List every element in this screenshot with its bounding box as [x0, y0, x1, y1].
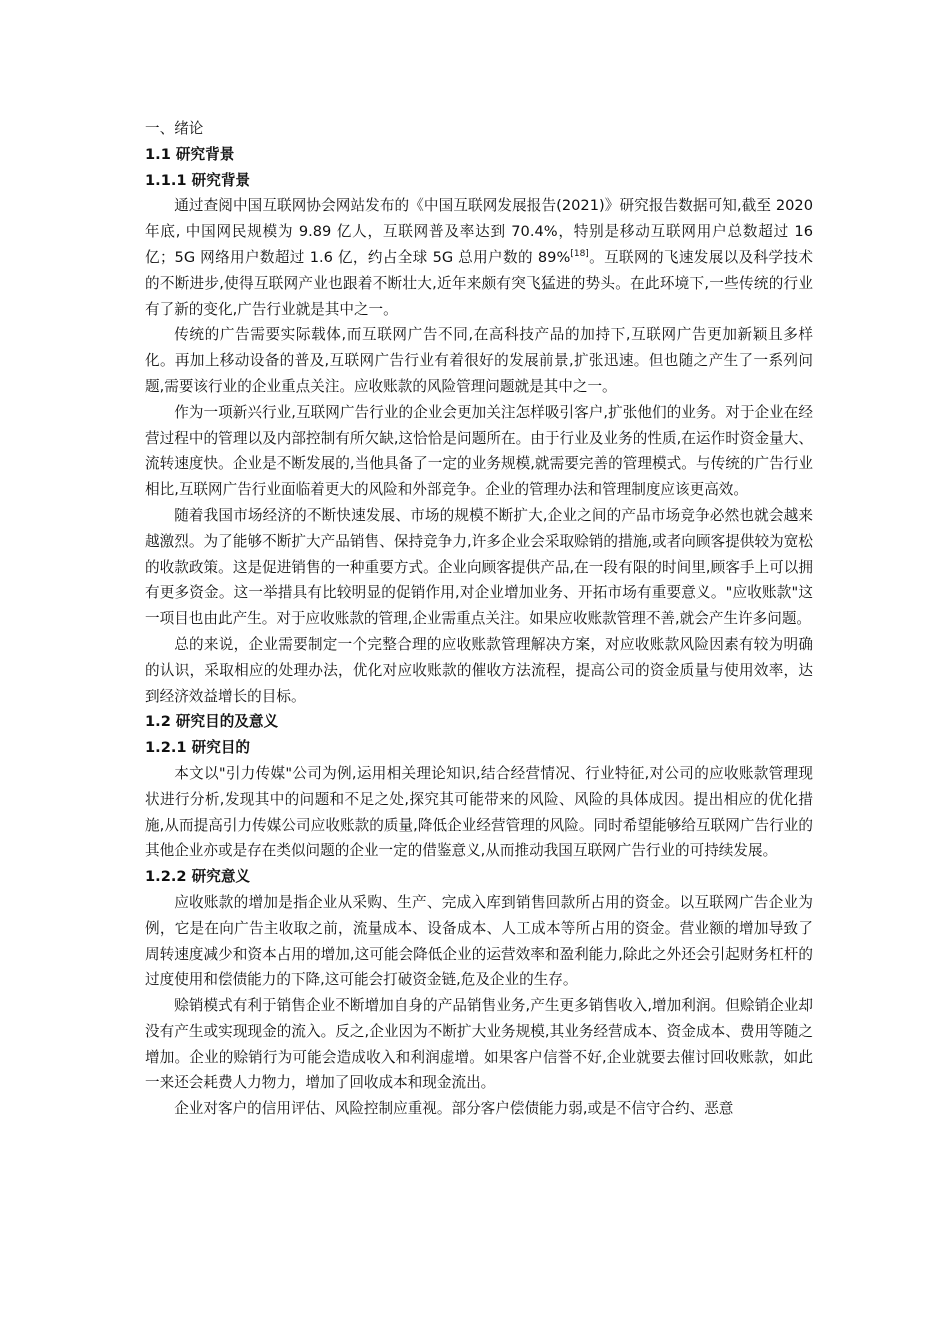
section-heading-1-2: 1.2 研究目的及意义 — [145, 713, 279, 731]
subsection-heading-1-1-1: 1.1.1 研究背景 — [145, 171, 251, 189]
subsection-heading-1-2-1: 1.2.1 研究目的 — [145, 739, 251, 757]
citation-ref: [18] — [570, 249, 589, 260]
paragraph: 企业对客户的信用评估、风险控制应重视。部分客户偿债能力弱,或是不信守合约、恶意 — [174, 1100, 734, 1118]
paragraph — [145, 193, 813, 322]
document-page — [145, 116, 813, 1122]
paragraph: 总的来说，企业需要制定一个完整合理的应收账款管理解决方案，对应收账款风险因素有较为明确的认识，采取相应的处理办法，优化对应收账款的催收方法流程，提高公司的资金质量与使用效率，达到经济效益增长的目标。 — [145, 635, 813, 705]
chapter-title: 一、绪论 — [145, 120, 204, 137]
paragraph: 作为一项新兴行业,互联网广告行业的企业会更加关注怎样吸引客户,扩张他们的业务。对于企业在经营过程中的管理以及内部控制有所欠缺,这恰恰是问题所在。由于行业及业务的性质,在运作时资金量大、流转速度快。企业是不断发展的,当他具备了一定的业务规模,就需要完善的管理模式。与传统的广告行业相比,互联网广告行业面临着更大的风险和外部竞争。企业的管理办法和管理制度应该更高效。 — [145, 403, 813, 499]
paragraph: 本文以"引力传媒"公司为例,运用相关理论知识,结合经营情况、行业特征,对公司的应收账款管理现状进行分析,发现其中的问题和不足之处,探究其可能带来的风险、风险的具体成因。提出相应的优化措施,从而提高引力传媒公司应收账款的质量,降低企业经营管理的风险。同时希望能够给互联网广告行业的其他企业亦或是存在类似问题的企业一定的借鉴意义,从而推动我国互联网广告行业的可持续发展。 — [145, 764, 813, 860]
paragraph: 随着我国市场经济的不断快速发展、市场的规模不断扩大,企业之间的产品市场竞争必然也就会越来越激烈。为了能够不断扩大产品销售、保持竞争力,许多企业会采取赊销的措施,或者向顾客提供较为宽松的收款政策。这是促进销售的一种重要方式。企业向顾客提供产品,在一段有限的时间里,顾客手上可以拥有更多资金。这一举措具有比较明显的促销作用,对企业增加业务、开拓市场有重要意义。"应收账款"这一项目也由此产生。对于应收账款的管理,企业需重点关注。如果应收账款管理不善,就会产生许多问题。 — [145, 506, 813, 628]
paragraph: 应收账款的增加是指企业从采购、生产、完成入库到销售回款所占用的资金。以互联网广告企业为例，它是在向广告主收取之前，流量成本、设备成本、人工成本等所占用的资金。营业额的增加导致了周转速度减少和资本占用的增加,这可能会降低企业的运营效率和盈利能力,除此之外还会引起财务杠杆的过度使用和偿债能力的下降,这可能会打破资金链,危及企业的生存。 — [145, 893, 813, 989]
paragraph: 传统的广告需要实际载体,而互联网广告不同,在高科技产品的加持下,互联网广告更加新颖且多样化。再加上移动设备的普及,互联网广告行业有着很好的发展前景,扩张迅速。但也随之产生了一系列问题,需要该行业的企业重点关注。应收账款的风险管理问题就是其中之一。 — [145, 326, 813, 395]
section-heading-1-1: 1.1 研究背景 — [145, 145, 235, 163]
subsection-heading-1-2-2: 1.2.2 研究意义 — [145, 868, 251, 886]
paragraph: 赊销模式有利于销售企业不断增加自身的产品销售业务,产生更多销售收入,增加利润。但赊销企业却没有产生或实现现金的流入。反之,企业因为不断扩大业务规模,其业务经营成本、资金成本、费用等随之增加。企业的赊销行为可能会造成收入和利润虚增。如果客户信誉不好,企业就要去催讨回收账款，如此一来还会耗费人力物力，增加了回收成本和现金流出。 — [145, 997, 813, 1092]
paragraph-text: 通过查阅中国互联网协会网站发布的《中国互联网发展报告(2021)》研究报告数据可知,截至 2020 年底, 中国网民规模为 9.89 亿人，互联网普及率达到 70.4%，特别是移动互联网用户总数超过 16 亿；5G 网络用户数超过 1.6 亿，约占全球 5G 总用户数的 89% — [145, 197, 813, 266]
paragraph-text: 。互联网的飞速发展以及科学技术的不断进步,使得互联网产业也跟着不断壮大,近年来颇有突飞猛进的势头。在此环境下,一些传统的行业有了新的变化,广告行业就是其中之一。 — [145, 248, 813, 318]
